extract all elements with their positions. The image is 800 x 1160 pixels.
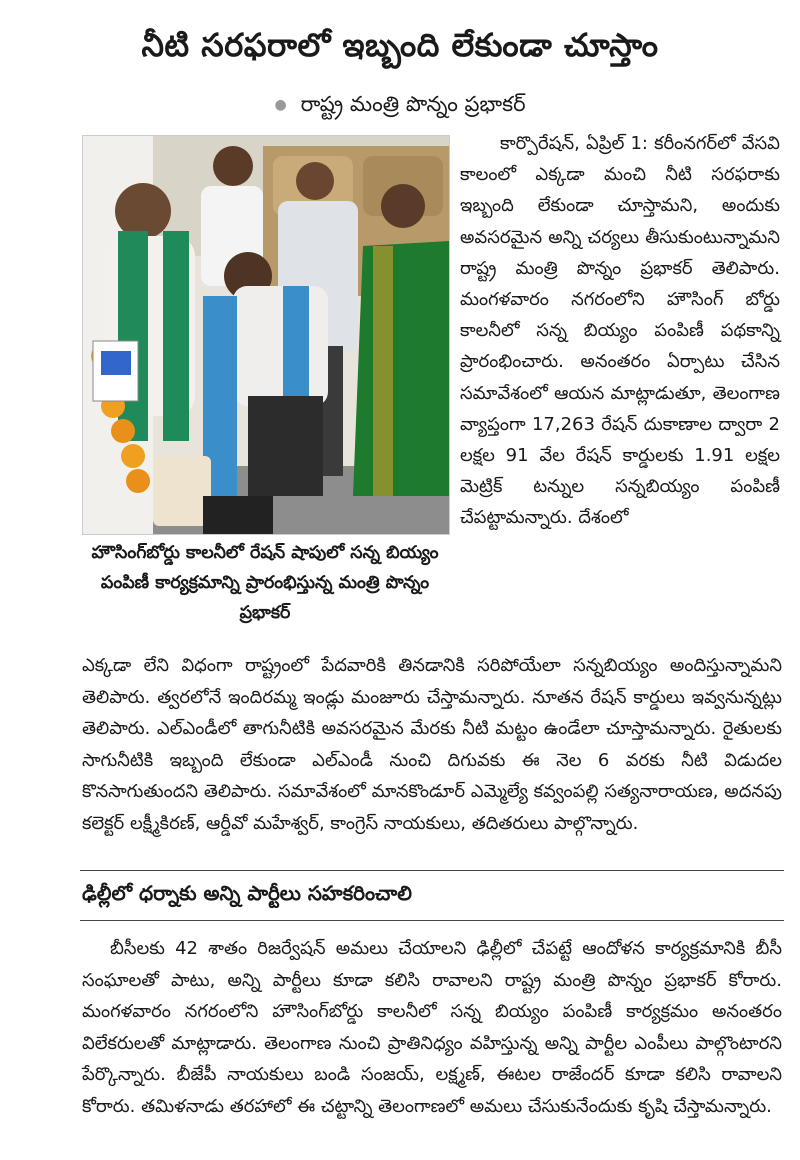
body-column-text: కార్పొరేషన్, ఏప్రిల్ 1: కరీంనగర్‌లో వేసవి కాలంలో ఎక్కడా మంచి నీటి సరఫరాకు ఇబ్బంది లేకుండా చూస్తామని, అందుకు అవసరమైన అన్ని చర్యలు తీసుకుంటున్నామని రాష్ట్ర మంత్రి పొన్నం ప్రభాకర్ తెలిపారు. మంగళవారం నగరంలోని హౌసింగ్ బోర్డు కాలనీలో సన్న బియ్యం పంపిణీ పథకాన్ని ప్రారంభించారు. అనంతరం ఏర్పాటు చేసిన సమావేశంలో ఆయన మాట్లాడుతూ, తెలంగాణ వ్యాప్తంగా 17,263 రేషన్ దుకాణాల ద్వారా 2 లక్షల 91 వేల రేషన్ కార్డులకు 1.91 లక్షల మెట్రిక్ టన్నుల సన్నబియ్యం పంపిణీ చేపట్టామన్నారు. దేశంలో <box>460 133 780 529</box>
subheading-text: రాష్ట్ర మంత్రి పొన్నం ప్రభాకర్ <box>300 92 526 116</box>
body-full-width: ఎక్కడా లేని విధంగా రాష్ట్రంలో పేదవారికి తినడానికి సరిపోయేలా సన్నబియ్యం అందిస్తున్నామని తెలిపారు. త్వరలోనే ఇందిరమ్మ ఇండ్లు మంజూరు చేస్తామన్నారు. నూతన రేషన్ కార్డులు ఇవ్వనున్నట్లు తెలిపారు. ఎల్ఎండీలో తాగునీటికి అవసరమైన మేరకు నీటి మట్టం ఉండేలా చూస్తామన్నారు. రైతులకు సాగునీటికి ఇబ్బంది లేకుండా ఎల్ఎండీ నుంచి దిగువకు ఈ నెల 6 వరకు నీటి విడుదల కొనసాగుతుందని తెలిపారు. సమావేశంలో మానకొండూర్ ఎమ్మెల్యే కవ్వంపల్లి సత్యనారాయణ, అదనపు కలెక్టర్ లక్ష్మీకిరణ్, ఆర్డీవో మహేశ్వర్, కాంగ్రెస్ నాయకులు, తదితరులు పాల్గొన్నారు. <box>82 655 782 834</box>
bullet-icon: ● <box>274 97 287 113</box>
article-subheading <box>0 92 800 122</box>
section-divider-top <box>80 870 784 871</box>
photo-caption: హౌసింగ్‌బోర్డు కాలనీలో రేషన్ షాపులో సన్న బియ్యం పంపిణీ కార్యక్రమాన్ని ప్రారంభిస్తున్న మంత్రి పొన్నం ప్రభాకర్ <box>91 543 439 623</box>
news-photo <box>82 135 450 535</box>
section2-title: ఢిల్లీలో ధర్నాకు అన్ని పార్టీలు సహకరించాలి <box>82 881 412 905</box>
section2-body-text: బీసీలకు 42 శాతం రిజర్వేషన్ అమలు చేయాలని ఢిల్లీలో చేపట్టే ఆందోళన కార్యక్రమానికి బీసీ సంఘాలతో పాటు, అన్ని పార్టీలు కూడా కలిసి రావాలని రాష్ట్ర మంత్రి పొన్నం ప్రభాకర్ కోరారు. మంగళవారం నగరంలోని హౌసింగ్‌బోర్డు కాలనీలో సన్న బియ్యం పంపిణీ కార్యక్రమం అనంతరం విలేకరులతో మాట్లాడారు. తెలంగాణ నుంచి ప్రాతినిధ్యం వహిస్తున్న అన్ని పార్టీల ఎంపీలు పాల్గొంటారని పేర్కొన్నారు. బీజేపీ నాయకులు బండి సంజయ్, లక్ష్మణ్, ఈటల రాజేందర్ కూడా కలిసి రావాలని కోరారు. తమిళనాడు తరహాలో ఈ చట్టాన్ని తెలంగాణలో అమలు చేసుకునేందుకు కృషి చేస్తామన్నారు. <box>82 938 782 1117</box>
body-column <box>460 128 780 534</box>
section2-body <box>82 933 782 1122</box>
section-divider-bottom <box>80 920 784 921</box>
article-headline: నీటి సరఫరాలో ఇబ్బంది లేకుండా చూస్తాం <box>141 26 659 64</box>
